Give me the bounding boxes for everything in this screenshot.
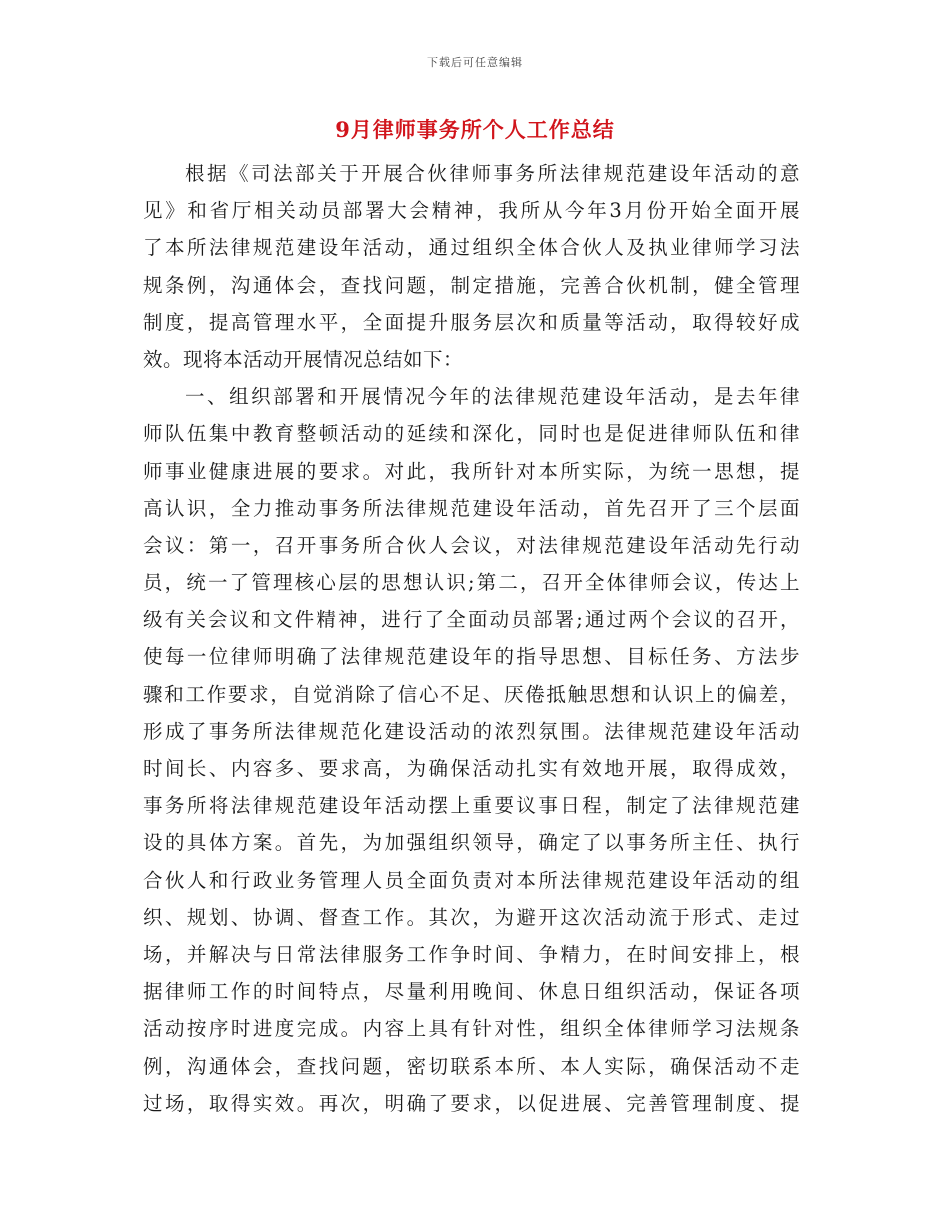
document-title: 9月律师事务所个人工作总结 [335, 117, 615, 142]
text-line: 设的具体方案。首先，为加强组织领导，确定了以事务所主任、执行 [143, 831, 800, 855]
text-line: 高认识，全力推动事务所法律规范建设年活动，首先召开了三个层面 [143, 496, 800, 520]
text-line: 织、规划、协调、督查工作。其次，为避开这次活动流于形式、走过 [143, 905, 800, 929]
text-line: 师事业健康进展的要求。对此，我所针对本所实际，为统一思想，提 [143, 459, 800, 483]
text-line: 事务所将法律规范建设年活动摆上重要议事日程，制定了法律规范建 [143, 794, 800, 818]
text-line: 见》和省厅相关动员部署大会精神，我所从今年3月份开始全面开展 [143, 199, 800, 223]
text-line: 形成了事务所法律规范化建设活动的浓烈氛围。法律规范建设年活动 [143, 719, 800, 743]
text-line: 效。现将本活动开展情况总结如下： [143, 347, 464, 371]
text-line: 制度，提高管理水平，全面提升服务层次和质量等活动，取得较好成 [143, 310, 800, 334]
text-line: 根据《司法部关于开展合伙律师事务所法律规范建设年活动的意 [185, 162, 800, 185]
text-line: 活动按序时进度完成。内容上具有针对性，组织全体律师学习法规条 [143, 1017, 800, 1041]
text-line: 级有关会议和文件精神，进行了全面动员部署;通过两个会议的召开， [143, 608, 800, 632]
text-line: 一、组织部署和开展情况今年的法律规范建设年活动，是去年律 [185, 385, 800, 409]
text-line: 使每一位律师明确了法律规范建设年的指导思想、目标任务、方法步 [143, 645, 800, 669]
text-line: 场，并解决与日常法律服务工作争时间、争精力，在时间安排上，根 [143, 942, 800, 966]
document-body [143, 155, 800, 1122]
text-line: 会议：第一，召开事务所合伙人会议，对法律规范建设年活动先行动 [143, 533, 800, 557]
text-line: 例，沟通体会，查找问题，密切联系本所、本人实际，确保活动不走 [143, 1054, 800, 1078]
text-line: 据律师工作的时间特点，尽量利用晚间、休息日组织活动，保证各项 [143, 980, 800, 1004]
text-line: 合伙人和行政业务管理人员全面负责对本所法律规范建设年活动的组 [143, 868, 800, 892]
text-line: 规条例，沟通体会，查找问题，制定措施，完善合伙机制，健全管理 [143, 273, 800, 297]
text-line: 了本所法律规范建设年活动，通过组织全体合伙人及执业律师学习法 [143, 236, 800, 260]
text-line: 时间长、内容多、要求高，为确保活动扎实有效地开展，取得成效， [143, 757, 800, 780]
text-line: 师队伍集中教育整顿活动的延续和深化，同时也是促进律师队伍和律 [143, 422, 800, 446]
text-line: 骤和工作要求，自觉消除了信心不足、厌倦抵触思想和认识上的偏差， [143, 682, 800, 706]
text-line: 员，统一了管理核心层的思想认识;第二，召开全体律师会议，传达上 [143, 571, 800, 595]
text-line: 过场，取得实效。再次，明确了要求，以促进展、完善管理制度、提 [143, 1091, 800, 1115]
header-note: 下载后可任意编辑 [427, 56, 523, 69]
